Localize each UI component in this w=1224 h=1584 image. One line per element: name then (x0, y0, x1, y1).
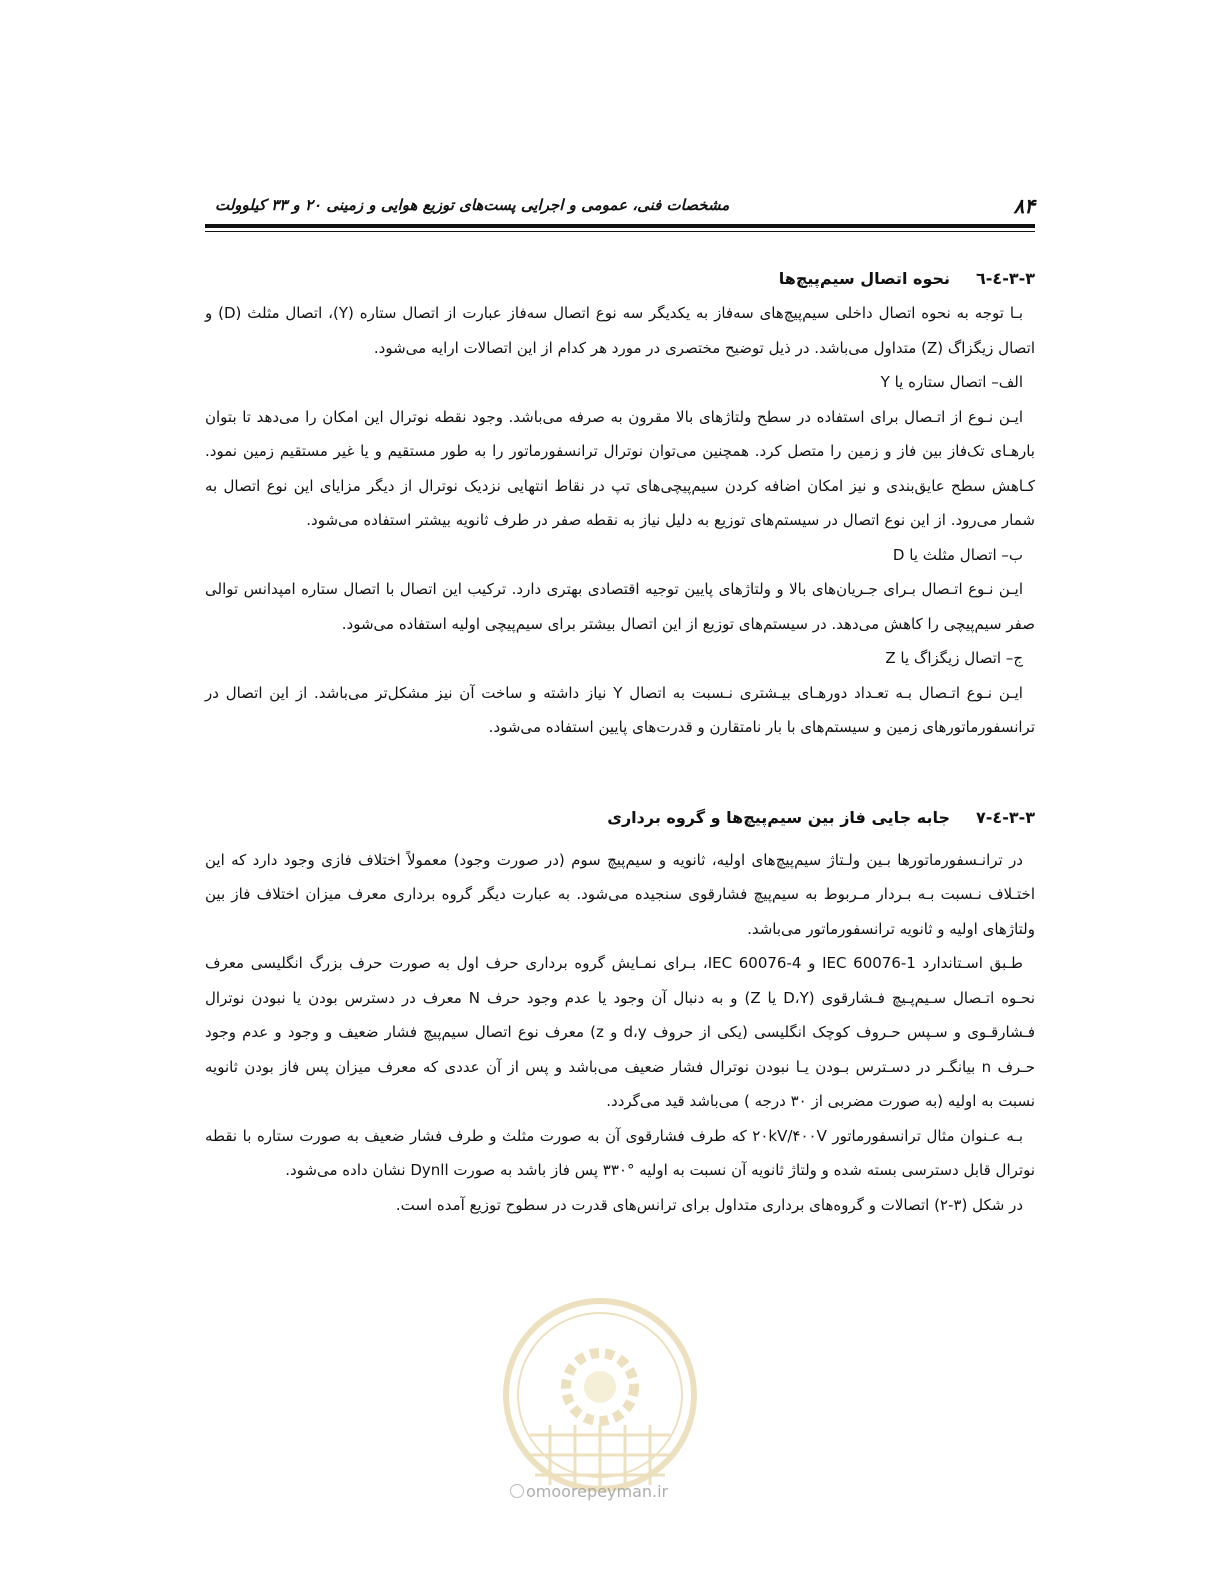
paragraph-delta: ایـن نـوع اتـصال بـرای جـریان‌های بالا و ولتاژهای پایین توجیه اقتصادی بهتری دارد. ترکیب این اتصال با اتصال ستاره امپدانس توالی صفر سیم‌پیچی را کاهش می‌دهد. در سیستم‌های توزیع از این اتصال بیشتر برای سیم‌پیچی اولیه استفاده می‌شود. (205, 580, 1035, 633)
section-number: ۳-۳-٤-۷ (976, 807, 1035, 827)
heading-spacer (205, 835, 1035, 843)
page-header (205, 194, 1035, 222)
paragraph-zigzag: ایـن نـوع اتـصال بـه تعـداد دورهـای بیـشتری نـسبت به اتصال Y نیاز داشته و ساخت آن نیز مشکل‌تر می‌باشد. از این اتصال در ترانسفورماتورهای زمین و سیستم‌های با بار نامتقارن و قدرت‌های پایین استفاده می‌شود. (205, 683, 1035, 736)
running-title: مشخصات فنی، عمومی و اجرایی پست‌های توزیع هوایی و زمینی ۲۰ و ۳۳ کیلوولت (215, 196, 730, 214)
section-number: ۳-۳-٤-٦ (976, 269, 1035, 288)
page-body (205, 262, 1035, 1222)
section-heading-phase-shift (205, 801, 1035, 835)
section-heading-winding-connection (205, 262, 1035, 296)
paragraph-intro: بـا توجه به نحوه اتصال داخلی سیم‌پیچ‌های سه‌فاز به یکدیگر سه نوع اتصال سه‌فاز عبارت از اتصال ستاره (Y)، اتصال مثلث (D) و اتصال زیگزاگ (Z) متداول می‌باشد. در ذیل توضیح مختصری در مورد هر کدام از این اتصالات ارایه می‌شود. (205, 304, 1035, 357)
section-title: نحوه اتصال سیم‌پیچ‌ها (778, 269, 951, 288)
paragraph-star: ایـن نـوع از اتـصال برای استفاده در سطح ولتاژهای بالا مقرون به صرفه می‌باشد. وجود نقطه نوترال این امکان را می‌دهد تا بتوان بارهـای تک‌فاز بین فاز و زمین را متصل کرد. همچنین می‌توان نوترال ترانسفورماتور را به طور مستقیم و یا غیر مستقیم زمین نمود. کـاهش سطح عایق‌بندی و نیز امکان اضافه کردن سیم‌پیچی‌های تپ در نقاط انتهایی نزدیک نوترال از دیگر مزایای این نوع اتصال به شمار می‌رود. از این نوع اتصال در سیستم‌های توزیع به دلیل نیاز به نقطه صفر در طرف ثانویه بیشتر استفاده می‌شود. (205, 407, 1035, 529)
header-rule-thin (205, 231, 1035, 232)
subheading-star: الف– اتصال ستاره یا Y (880, 373, 1023, 391)
subheading-zigzag: ج– اتصال زیگزاگ یا Z (885, 649, 1023, 667)
paragraph-phase-difference: در ترانـسفورماتورها بـین ولـتاژ سیم‌پیچ‌های اولیه، ثانویه و سیم‌پیچ سوم (در صورت وجود) معمولاً اختلاف فازی وجود دارد که این اختـلاف نـسبت بـه بـردار مـربوط به سیم‌پیچ فشارقوی سنجیده می‌شود. به عبارت دیگر گروه برداری معرف میزان اختلاف فاز بین ولتاژهای اولیه و ثانویه ترانسفورماتور می‌باشد. (205, 850, 1035, 938)
paragraph-figure-reference: در شکل (۳-۲) اتصالات و گروه‌های برداری متداول برای ترانس‌های قدرت در سطوح توزیع آمده است. (395, 1195, 1023, 1214)
header-rule-thick (205, 224, 1035, 228)
paragraph-iec-standard: طـبق اسـتاندارد IEC 60076-1 و IEC 60076-4، بـرای نمـایش گروه برداری حرف اول به صورت حرف بزرگ انگلیسی معرف نحـوه اتـصال سـیم‌پـیچ فـشارقوی (D،Y یا Z) و به دنبال آن وجود یا عدم وجود حرف N معرف در دسترس بودن یا نبودن نوترال فـشارقـوی و سـپس حـروف کوچک انگلیسی (یکی از حروف d،y و z) معرف نوع اتصال سیم‌پیچ فشار ضعیف و وجود و عدم وجود حـرف n بیانگـر در دسـترس بـودن یـا نبودن نوترال فشار ضعیف می‌باشد و پس از آن عددی که معرف میزان پس فاز بودن ثانویه نسبت به اولیه (به صورت مضربی از ۳۰ درجه ) می‌باشد قید می‌گردد. (205, 954, 1036, 1110)
globe-icon (510, 1484, 524, 1498)
section-spacer (205, 745, 1035, 801)
subheading-delta: ب– اتصال مثلث یا D (892, 545, 1023, 564)
paragraph-example: بـه عـنوان مثال ترانسفورماتور ۲۰kV/۴۰۰V که طرف فشارقوی آن به صورت مثلث و طرف فشار ضعیف به صورت ستاره با نقطه نوترال قابل دسترسی بسته شده و ولتاژ ثانویه آن نسبت به اولیه °۳۳۰ پس فاز باشد به صورت Dynll نشان داده می‌شود. (205, 1126, 1035, 1179)
page-number: ۸۴ (1013, 194, 1035, 218)
watermark-url: omoorepeyman.ir (510, 1482, 668, 1501)
section-title: جابه جایی فاز بین سیم‌پیچ‌ها و گروه برداری (607, 807, 951, 827)
